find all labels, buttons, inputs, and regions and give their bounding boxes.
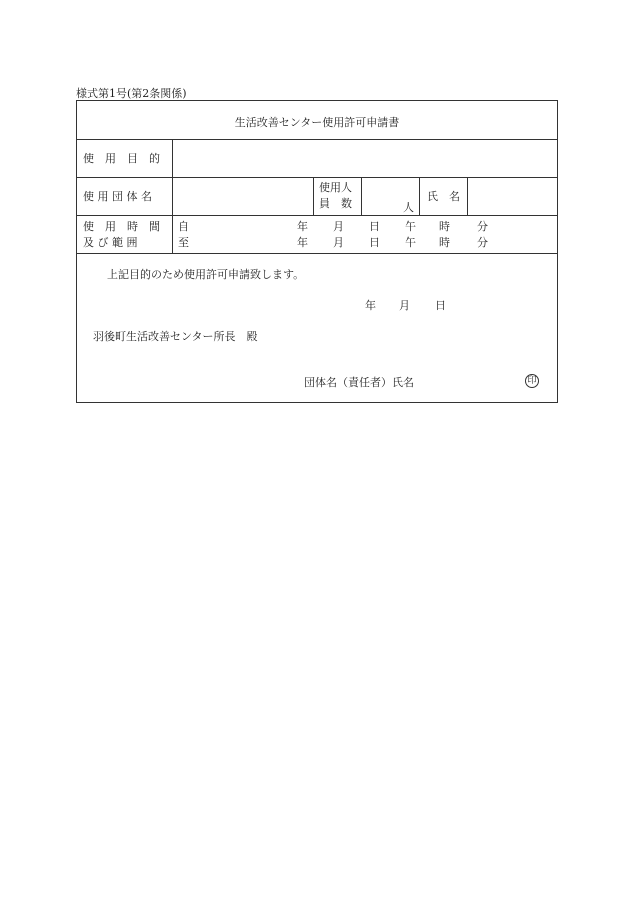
- from-label: 自: [178, 220, 189, 233]
- members-label-divider-right: [361, 177, 362, 215]
- from-year-unit: 年: [297, 220, 308, 233]
- name-label-divider-right: [467, 177, 468, 215]
- submit-year-unit: 年: [365, 299, 376, 312]
- addressee: 羽後町生活改善センター所長 殿: [93, 330, 258, 343]
- signature-label: 団体名（責任者）氏名: [304, 376, 414, 389]
- members-unit: 人: [403, 201, 414, 214]
- row-divider-title: [77, 139, 557, 140]
- row-divider-time: [77, 253, 557, 254]
- name-label: 氏 名: [427, 190, 460, 203]
- to-hour-unit: 時: [439, 236, 450, 249]
- row-divider-group: [77, 215, 557, 216]
- label-column-divider: [172, 139, 173, 253]
- from-minute-unit: 分: [477, 220, 488, 233]
- from-day-unit: 日: [369, 220, 380, 233]
- members-label-divider-left: [313, 177, 314, 215]
- time-label-line1: 使 用 時 間: [83, 220, 160, 233]
- form-title: 生活改善センター使用許可申請書: [234, 116, 400, 129]
- to-month-unit: 月: [333, 236, 344, 249]
- from-hour-unit: 時: [439, 220, 450, 233]
- to-minute-unit: 分: [477, 236, 488, 249]
- name-field[interactable]: [470, 179, 554, 213]
- purpose-field[interactable]: [174, 141, 554, 175]
- application-form: [76, 100, 558, 403]
- purpose-label: 使 用 目 的: [83, 152, 160, 165]
- members-label-line1: 使用人: [319, 181, 352, 194]
- group-name-field[interactable]: [174, 179, 310, 213]
- to-label: 至: [178, 236, 189, 249]
- time-label-line2: 及 び 範 囲: [83, 236, 138, 249]
- members-label-line2: 員 数: [319, 197, 352, 210]
- seal-mark-icon: 印: [525, 374, 539, 388]
- from-month-unit: 月: [333, 220, 344, 233]
- row-divider-purpose: [77, 177, 557, 178]
- form-style-label: 様式第1号(第2条関係): [76, 87, 187, 100]
- submit-month-unit: 月: [399, 299, 410, 312]
- request-statement: 上記目的のため使用許可申請致します。: [107, 268, 305, 281]
- to-year-unit: 年: [297, 236, 308, 249]
- group-name-label: 使 用 団 体 名: [83, 190, 152, 203]
- name-label-divider-left: [419, 177, 420, 215]
- from-ampm-unit: 午: [405, 220, 416, 233]
- submit-day-unit: 日: [435, 299, 446, 312]
- to-ampm-unit: 午: [405, 236, 416, 249]
- to-day-unit: 日: [369, 236, 380, 249]
